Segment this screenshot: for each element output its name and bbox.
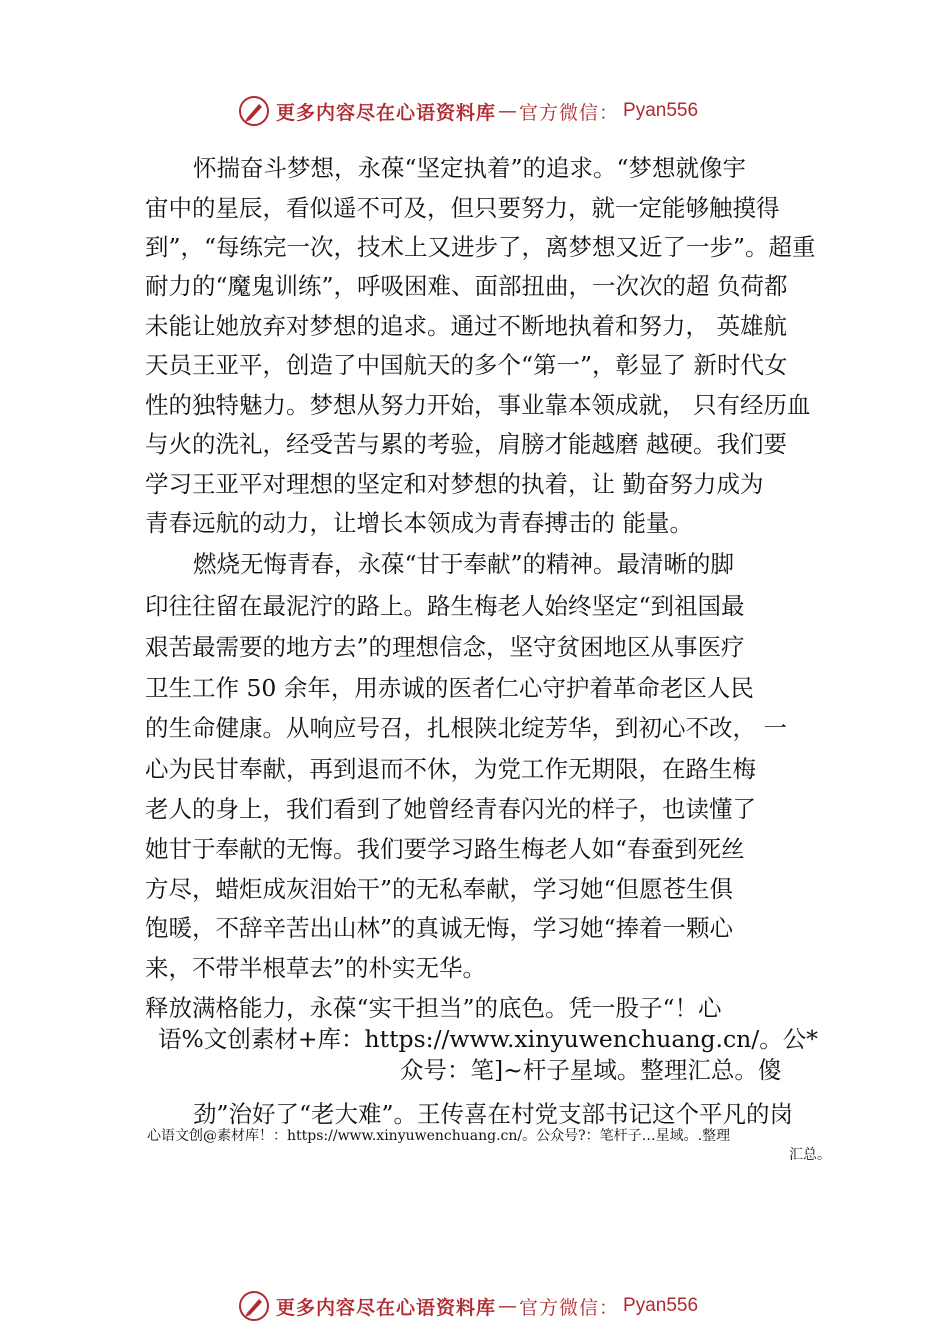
p2-line-6: 老人的身上，我们看到了她曾经青春闪光的样子，也读懂了 bbox=[145, 795, 756, 823]
p2-line-9: 饱暖，不辞辛苦出山林”的真诚无悔，学习她“捧着一颗心 bbox=[145, 914, 734, 942]
banner-text: 更多内容尽在心语资料库 bbox=[276, 1296, 497, 1319]
watermark-line-1: 语%文创素材+库：https://www.xinyuwenchuang.cn/。公* bbox=[158, 1025, 818, 1053]
p1-line-2: 到”，“每练完一次，技术上又进步了，离梦想又近了一步”。超重 bbox=[145, 233, 816, 261]
p1-line-7: 与火的洗礼，经受苦与累的考验，肩膀才能越磨 越硬。我们要 bbox=[145, 430, 787, 458]
p2-line-8: 方尽，蜡炬成灰泪始干”的无私奉献，学习她“但愿苍生俱 bbox=[145, 875, 734, 903]
watermark-line-2: 众号：笔]~杆子星域。整理汇总。傻 bbox=[400, 1056, 782, 1084]
p1-line-1: 宙中的星辰，看似遥不可及，但只要努力，就一定能够触摸得 bbox=[145, 194, 780, 222]
p2-line-5: 心为民甘奉献，再到退而不休，为党工作无期限，在路生梅 bbox=[145, 755, 756, 783]
p2-line-0: 燃烧无悔青春，永葆“甘于奉献”的精神。最清晰的脚 bbox=[193, 550, 735, 578]
footer-note-line-1: 心语文创@素材库！：https://www.xinyuwenchuang.cn/。公众号?：笔杆子…星域。.整理 bbox=[147, 1128, 731, 1144]
banner-wechat-id: Pyan556 bbox=[623, 100, 699, 121]
banner-wechat-id: Pyan556 bbox=[623, 1295, 699, 1316]
p2-line-1: 印往往留在最泥泞的路上。路生梅老人始终坚定“到祖国最 bbox=[145, 592, 745, 620]
p1-line-5: 天员王亚平，创造了中国航天的多个“第一”，彰显了 新时代女 bbox=[145, 351, 788, 379]
p2-line-2: 艰苦最需要的地方去”的理想信念，坚守贫困地区从事医疗 bbox=[145, 633, 745, 661]
p2-line-10: 来，不带半根草去”的朴实无华。 bbox=[145, 954, 487, 982]
p2-line-4: 的生命健康。从响应号召，扎根陕北绽芳华，到初心不改， 一 bbox=[145, 714, 787, 742]
banner-separator: — bbox=[498, 100, 518, 122]
banner-text: 更多内容尽在心语资料库 bbox=[276, 101, 497, 124]
footer-banner bbox=[238, 1290, 698, 1322]
p1-line-3: 耐力的“魔鬼训练”，呼吸困难、面部扭曲，一次次的超 负荷都 bbox=[145, 272, 788, 300]
pen-logo-icon bbox=[238, 1290, 270, 1322]
p1-line-4: 未能让她放弃对梦想的追求。通过不断地执着和努力， 英雄航 bbox=[145, 312, 787, 340]
p1-line-9: 青春远航的动力，让增长本领成为青春搏击的 能量。 bbox=[145, 509, 693, 537]
banner-wechat-label: 官方微信： bbox=[519, 1296, 620, 1319]
header-banner bbox=[238, 95, 698, 127]
banner-wechat-label: 官方微信： bbox=[519, 101, 620, 124]
banner-separator: — bbox=[498, 1295, 518, 1317]
p1-line-6: 性的独特魅力。梦想从努力开始，事业靠本领成就， 只有经历血 bbox=[145, 391, 811, 419]
p1-line-8: 学习王亚平对理想的坚定和对梦想的执着，让 勤奋努力成为 bbox=[145, 470, 764, 498]
p3-line-0: 释放满格能力，永葆“实干担当”的底色。凭一股子“！心 bbox=[145, 994, 722, 1022]
p2-line-3: 卫生工作 50 余年，用赤诚的医者仁心守护着革命老区人民 bbox=[145, 674, 754, 702]
pen-logo-icon bbox=[238, 95, 270, 127]
p3-line-1: 劲”治好了“老大难”。王传喜在村党支部书记这个平凡的岗 bbox=[193, 1100, 794, 1128]
p1-line-0: 怀揣奋斗梦想，永葆“坚定执着”的追求。“梦想就像宇 bbox=[193, 154, 747, 182]
footer-note-line-2: 汇总。 bbox=[789, 1147, 831, 1163]
p2-line-7: 她甘于奉献的无悔。我们要学习路生梅老人如“春蚕到死丝 bbox=[145, 835, 745, 863]
